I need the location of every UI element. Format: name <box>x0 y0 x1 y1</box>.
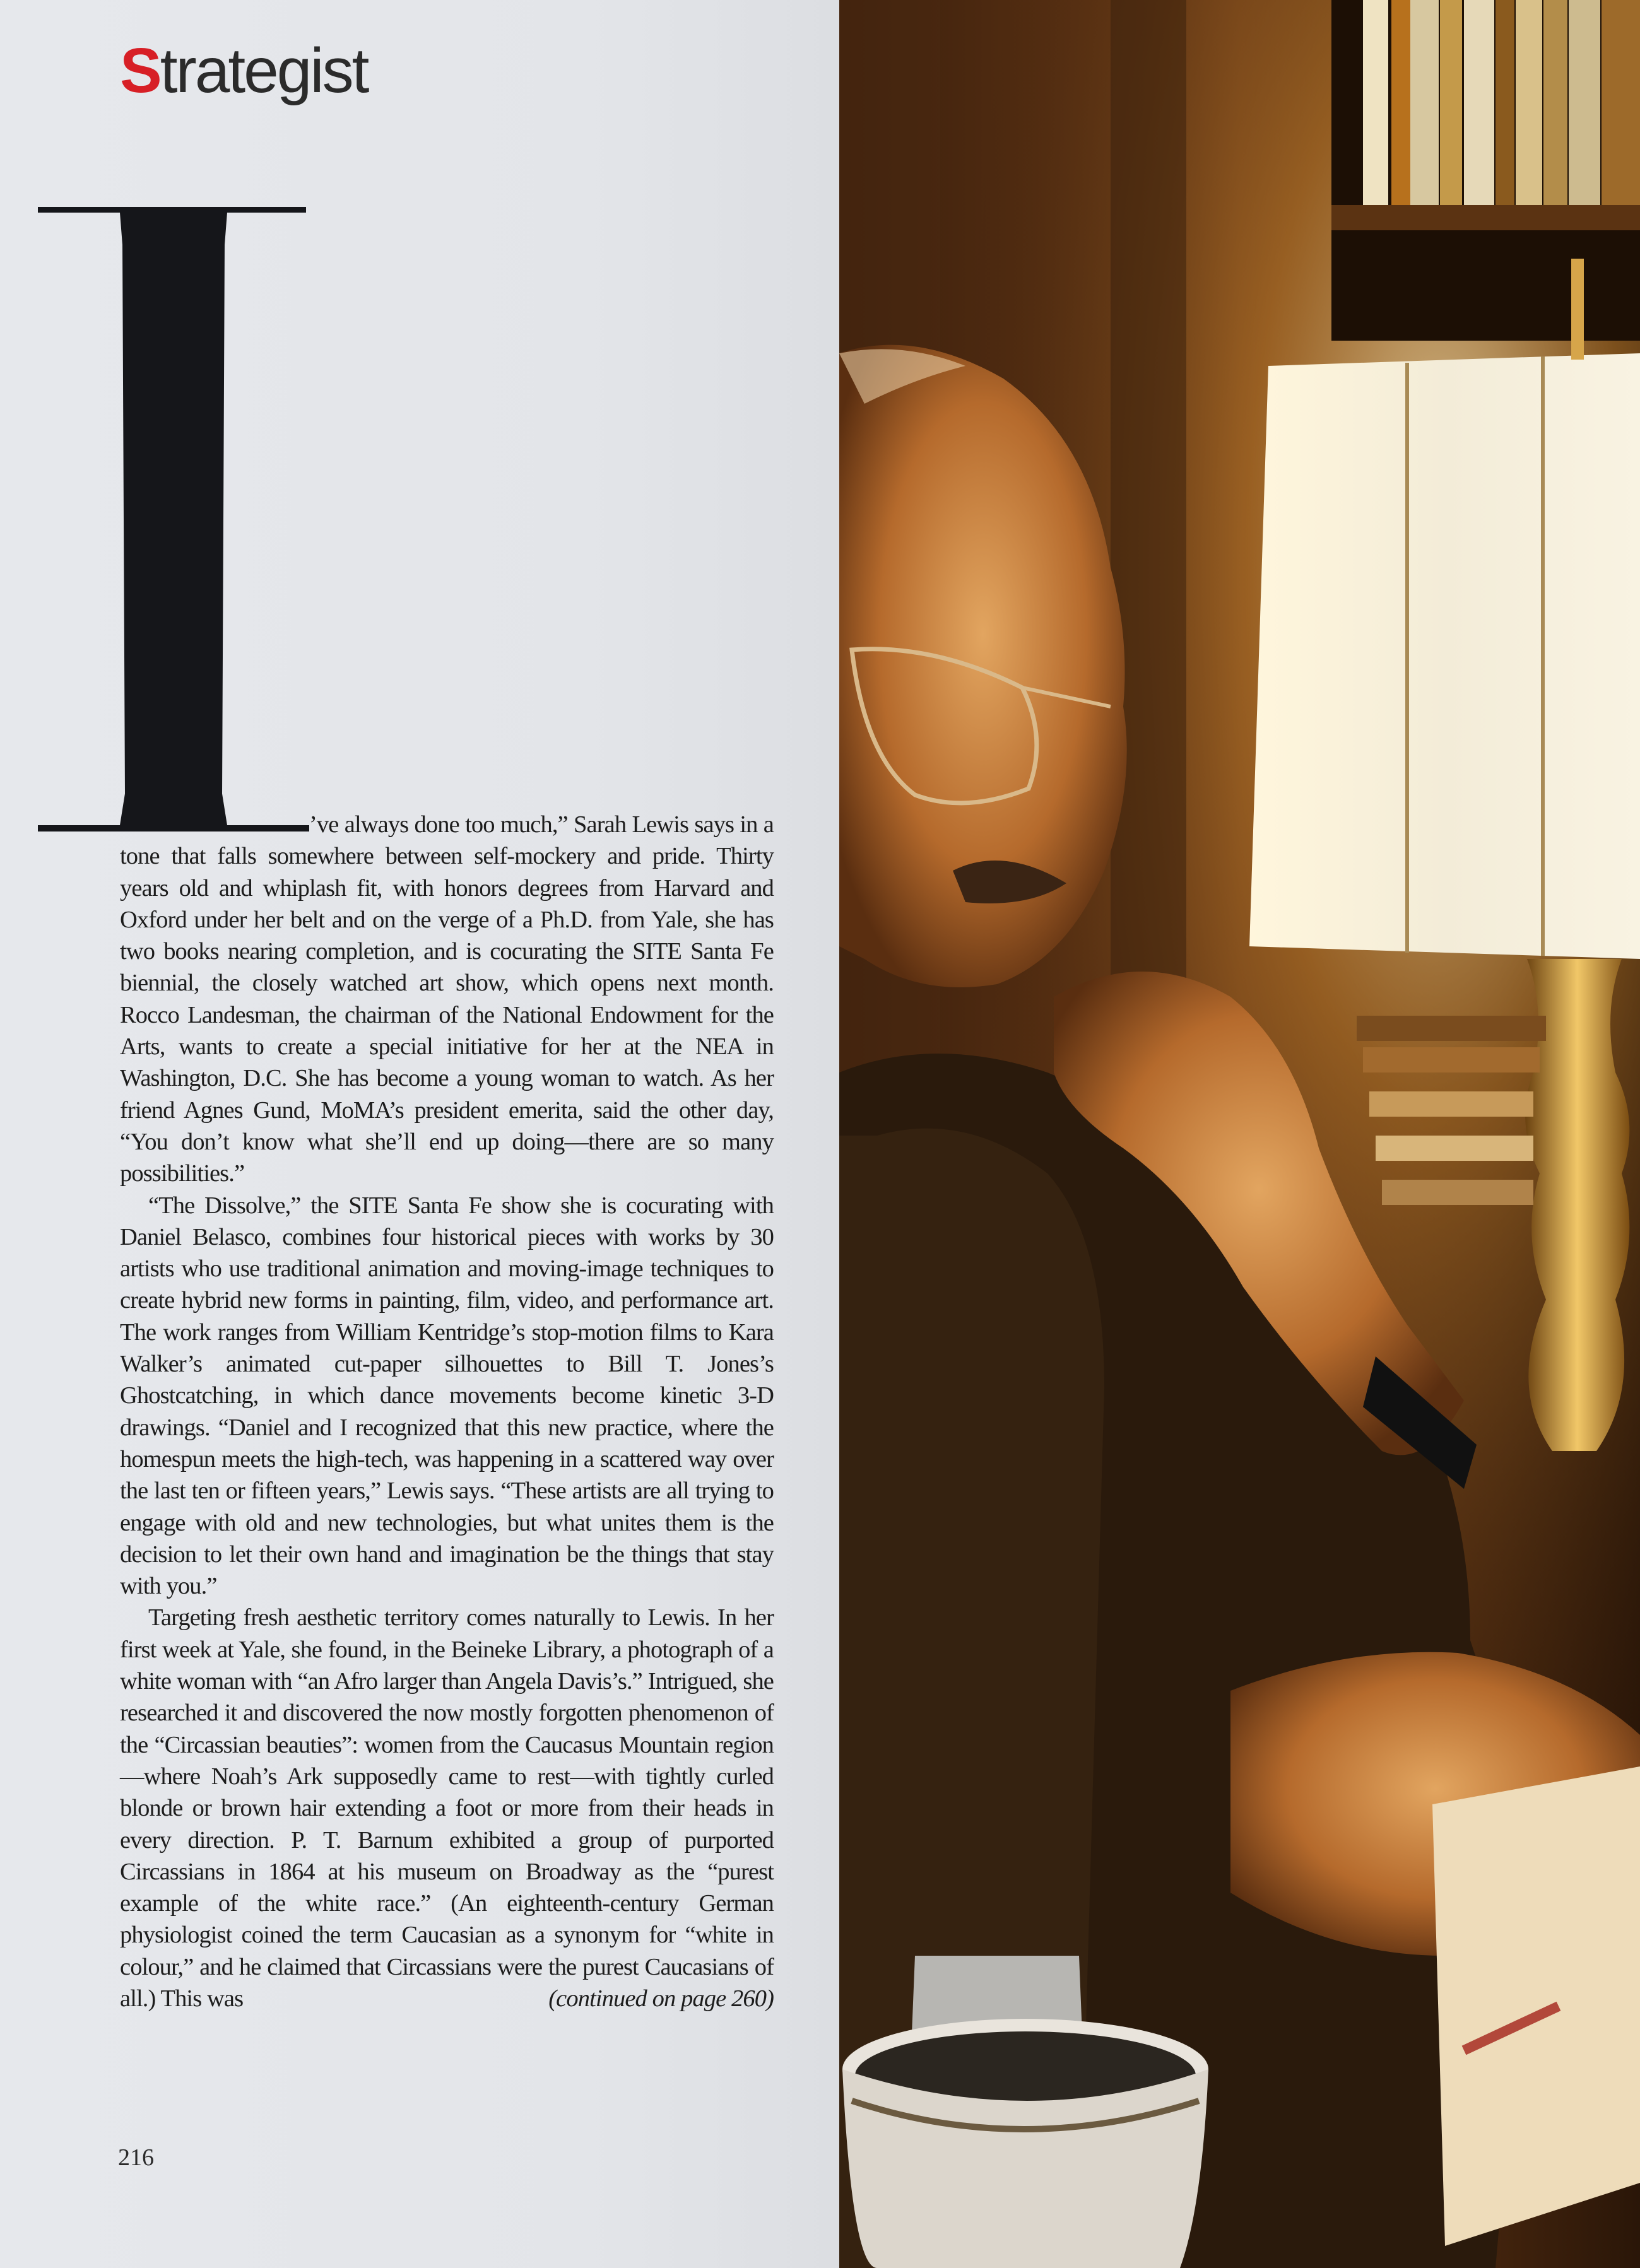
portrait-photo <box>839 0 1640 2268</box>
paragraph: “The Dissolve,” the SITE Santa Fe show she is cocurating with Daniel Belasco, combines four historical pieces with works by 30 artists who use traditional animation and moving-image techniques to create hybrid new forms in painting, film, video, and performance art. The work ranges from William Kentridge’s stop-motion films to Kara Walker’s animated cut-paper silhouettes to Bill T. Jones’s Ghostcatching, in which dance movements become kinetic 3-D drawings. “Daniel and I recognized that this new practice, where the homespun meets the high-tech, was happening in a scattered way over the last ten or fifteen years,” Lewis says. “These artists are all trying to engage with old and new technologies, but what unites them is the decision to let their own hand and imagination be the things that stay with you.” <box>120 1192 774 1600</box>
section-label <box>120 35 368 106</box>
coffee-cup <box>842 2019 1208 2268</box>
page-number: 216 <box>118 2144 154 2171</box>
section-label-initial: S <box>120 35 160 106</box>
section-label-rest: trategist <box>160 35 368 106</box>
paragraph-text: Targeting fresh aesthetic territory comes naturally to Lewis. In her first week at Yale, she found, in the Beineke Library, a photograph of a white woman with “an Afro larger than Angela Davis’s.” Intrigued, she researched it and discovered the now mostly forgotten phenomenon of the “Circassian beauties”: women from the Caucasus Mountain region—where Noah’s Ark supposedly came to rest—with tightly curled blonde or brown hair extending a foot or more from their heads in every direction. P. T. Barnum exhibited a group of purported Circassians in 1864 at his museum on Broadway as the “purest example of the white race.” (An eighteenth-century German physiologist coined the term Caucasian as a synonym for “white in colour,” and he claimed that Circassians were the purest Caucasians of all.) This was <box>120 1604 774 2012</box>
article-body <box>120 809 774 2014</box>
dropcap-letter <box>38 207 309 831</box>
paragraph: ’ve always done too much,” Sarah Lewis says in a tone that falls somewhere between self-mockery and pride. Thirty years old and whiplash fit, with honors degrees from Harvard and Oxford under her belt and on the verge of a Ph.D. from Yale, she has two books nearing completion, and is cocurating the SITE Santa Fe biennial, the closely watched art show, which opens next month. Rocco Landesman, the chairman of the National Endowment for the Arts, wants to create a special initiative for her at the NEA in Washington, D.C. She has become a young woman to watch. As her friend Agnes Gund, MoMA’s president emerita, said the other day, “You don’t know what she’ll end up doing—there are so many possibilities.” <box>120 811 774 1187</box>
continued-note: (continued on page 260) <box>548 1985 774 2012</box>
open-book <box>1432 1766 1640 2246</box>
paragraph <box>120 1602 774 2014</box>
bookshelf <box>1331 0 1640 230</box>
